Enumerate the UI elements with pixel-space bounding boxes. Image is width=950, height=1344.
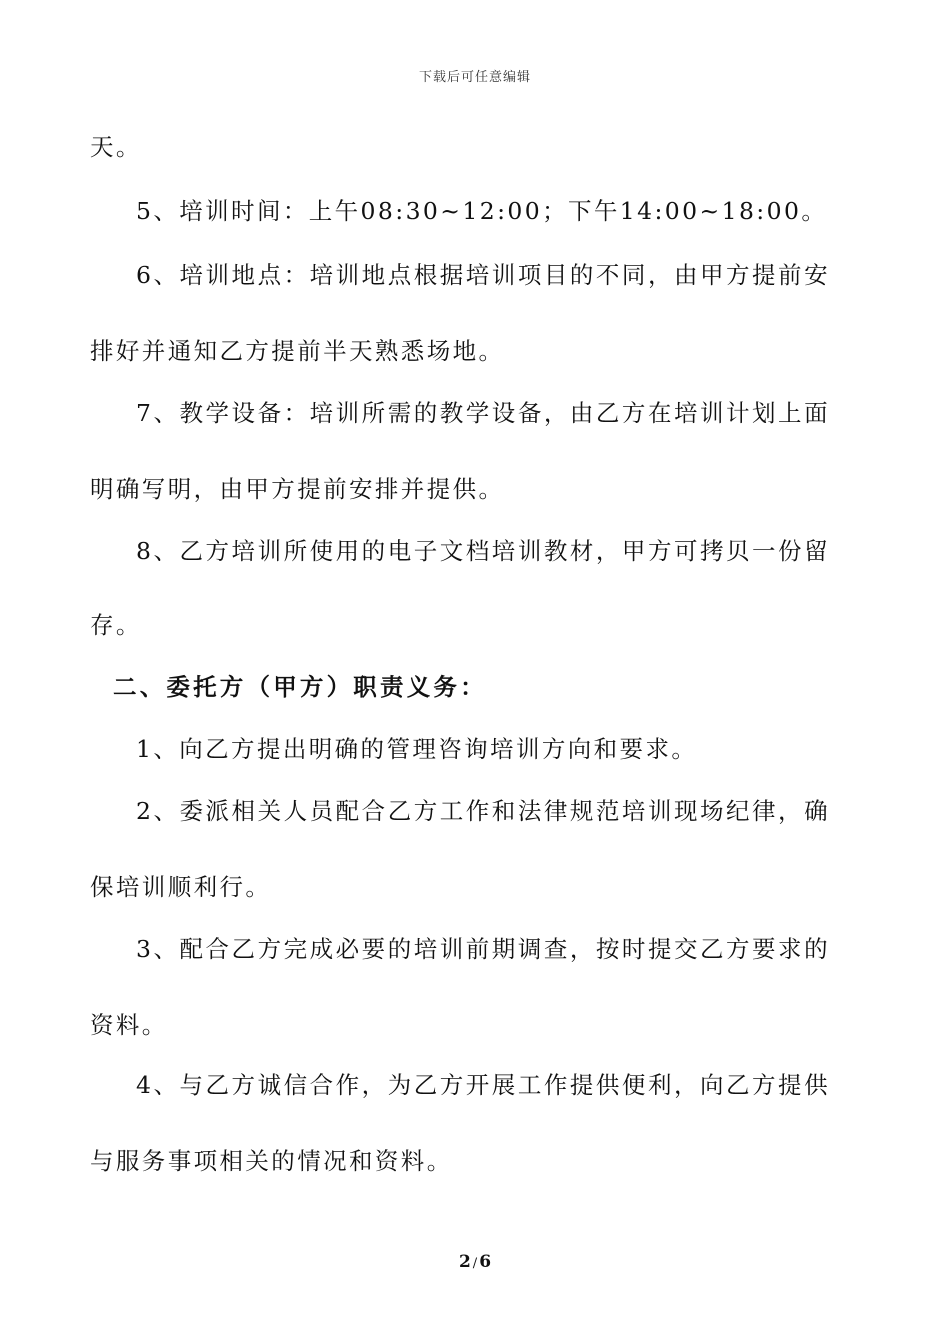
page-header: 下载后可任意编辑: [418, 70, 531, 85]
body-line: 存。: [90, 611, 142, 639]
body-line: 明确写明，由甲方提前安排并提供。: [90, 475, 505, 503]
body-line: 7、教学设备：培训所需的教学设备，由乙方在培训计划上面: [136, 399, 830, 427]
current-page-number: 2: [458, 1252, 471, 1272]
total-pages-number: 6: [479, 1252, 492, 1272]
body-line: 8、乙方培训所使用的电子文档培训教材，甲方可拷贝一份留: [136, 537, 830, 565]
body-line: 3、配合乙方完成必要的培训前期调查，按时提交乙方要求的: [136, 935, 830, 963]
body-line: 2、委派相关人员配合乙方工作和法律规范培训现场纪律，确: [136, 797, 830, 825]
body-line: 4、与乙方诚信合作，为乙方开展工作提供便利，向乙方提供: [136, 1071, 830, 1099]
body-line: 5、培训时间：上午08:30~12:00；下午14:00~18:00。: [136, 197, 828, 225]
page-number-separator: /: [472, 1256, 478, 1271]
body-line: 6、培训地点：培训地点根据培训项目的不同，由甲方提前安: [136, 261, 830, 289]
body-line: 1、向乙方提出明确的管理咨询培训方向和要求。: [136, 735, 698, 763]
body-line: 资料。: [90, 1011, 168, 1039]
section-heading: 二、委托方（甲方）职责义务：: [113, 673, 487, 701]
body-line: 天。: [90, 133, 142, 161]
page-number: [0, 1252, 950, 1272]
body-line: 保培训顺利行。: [90, 873, 272, 901]
body-line: 排好并通知乙方提前半天熟悉场地。: [90, 337, 505, 365]
body-line: 与服务事项相关的情况和资料。: [90, 1147, 453, 1175]
